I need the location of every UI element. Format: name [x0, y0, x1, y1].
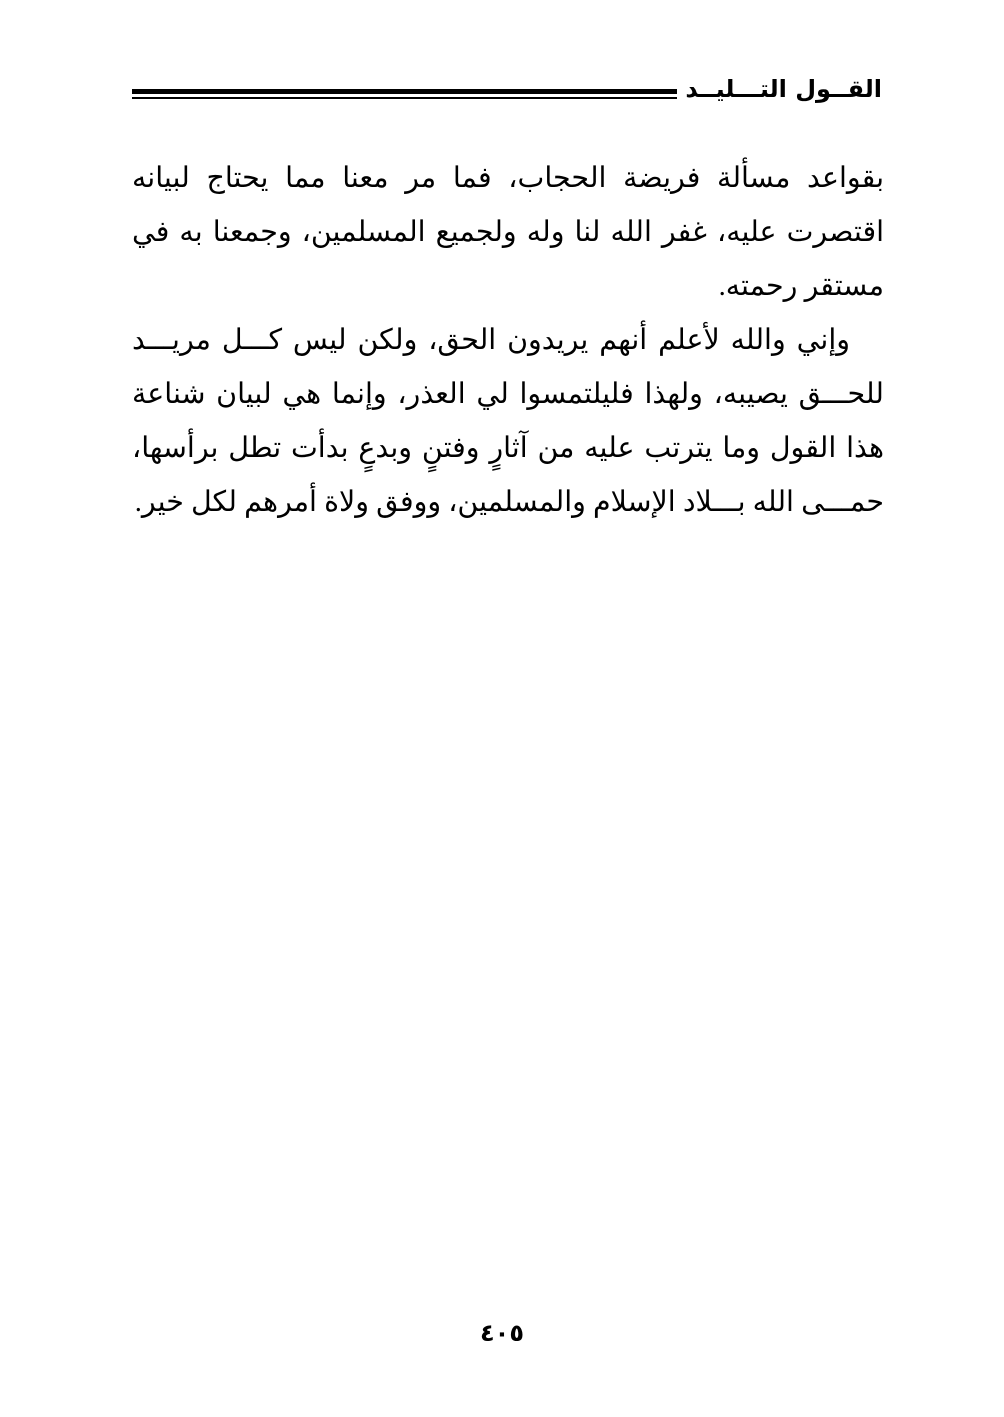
header-rule-thin [132, 97, 677, 99]
header-rule-thick [132, 89, 677, 94]
running-title: القــول التـــليــد [685, 75, 882, 103]
paragraph: بقواعد مسألة فريضة الحجاب، فما مر معنا مما يحتاج لبيانه اقتصرت عليه، غفر الله لنا وله ولجميع المسلمين، وجمعنا به في مستقر رحمته. [132, 163, 884, 302]
body-text [132, 152, 884, 530]
page-header [132, 74, 882, 104]
page-number: ٤٠٥ [480, 1319, 524, 1347]
header-rule [0, 74, 677, 104]
paragraph: وإني والله لأعلم أنهم يريدون الحق، ولكن ليس كـــل مريـــد للحـــق يصيبه، ولهذا فليلتمسوا لي العذر، وإنما هي لبيان شناعة هذا القول وما يترتب عليه من آثارٍ وفتنٍ وبدعٍ بدأت تطل برأسها، حمـــى الله بـــلاد الإسلام والمسلمين، ووفق ولاة أمرهم لكل خير. [132, 325, 884, 518]
